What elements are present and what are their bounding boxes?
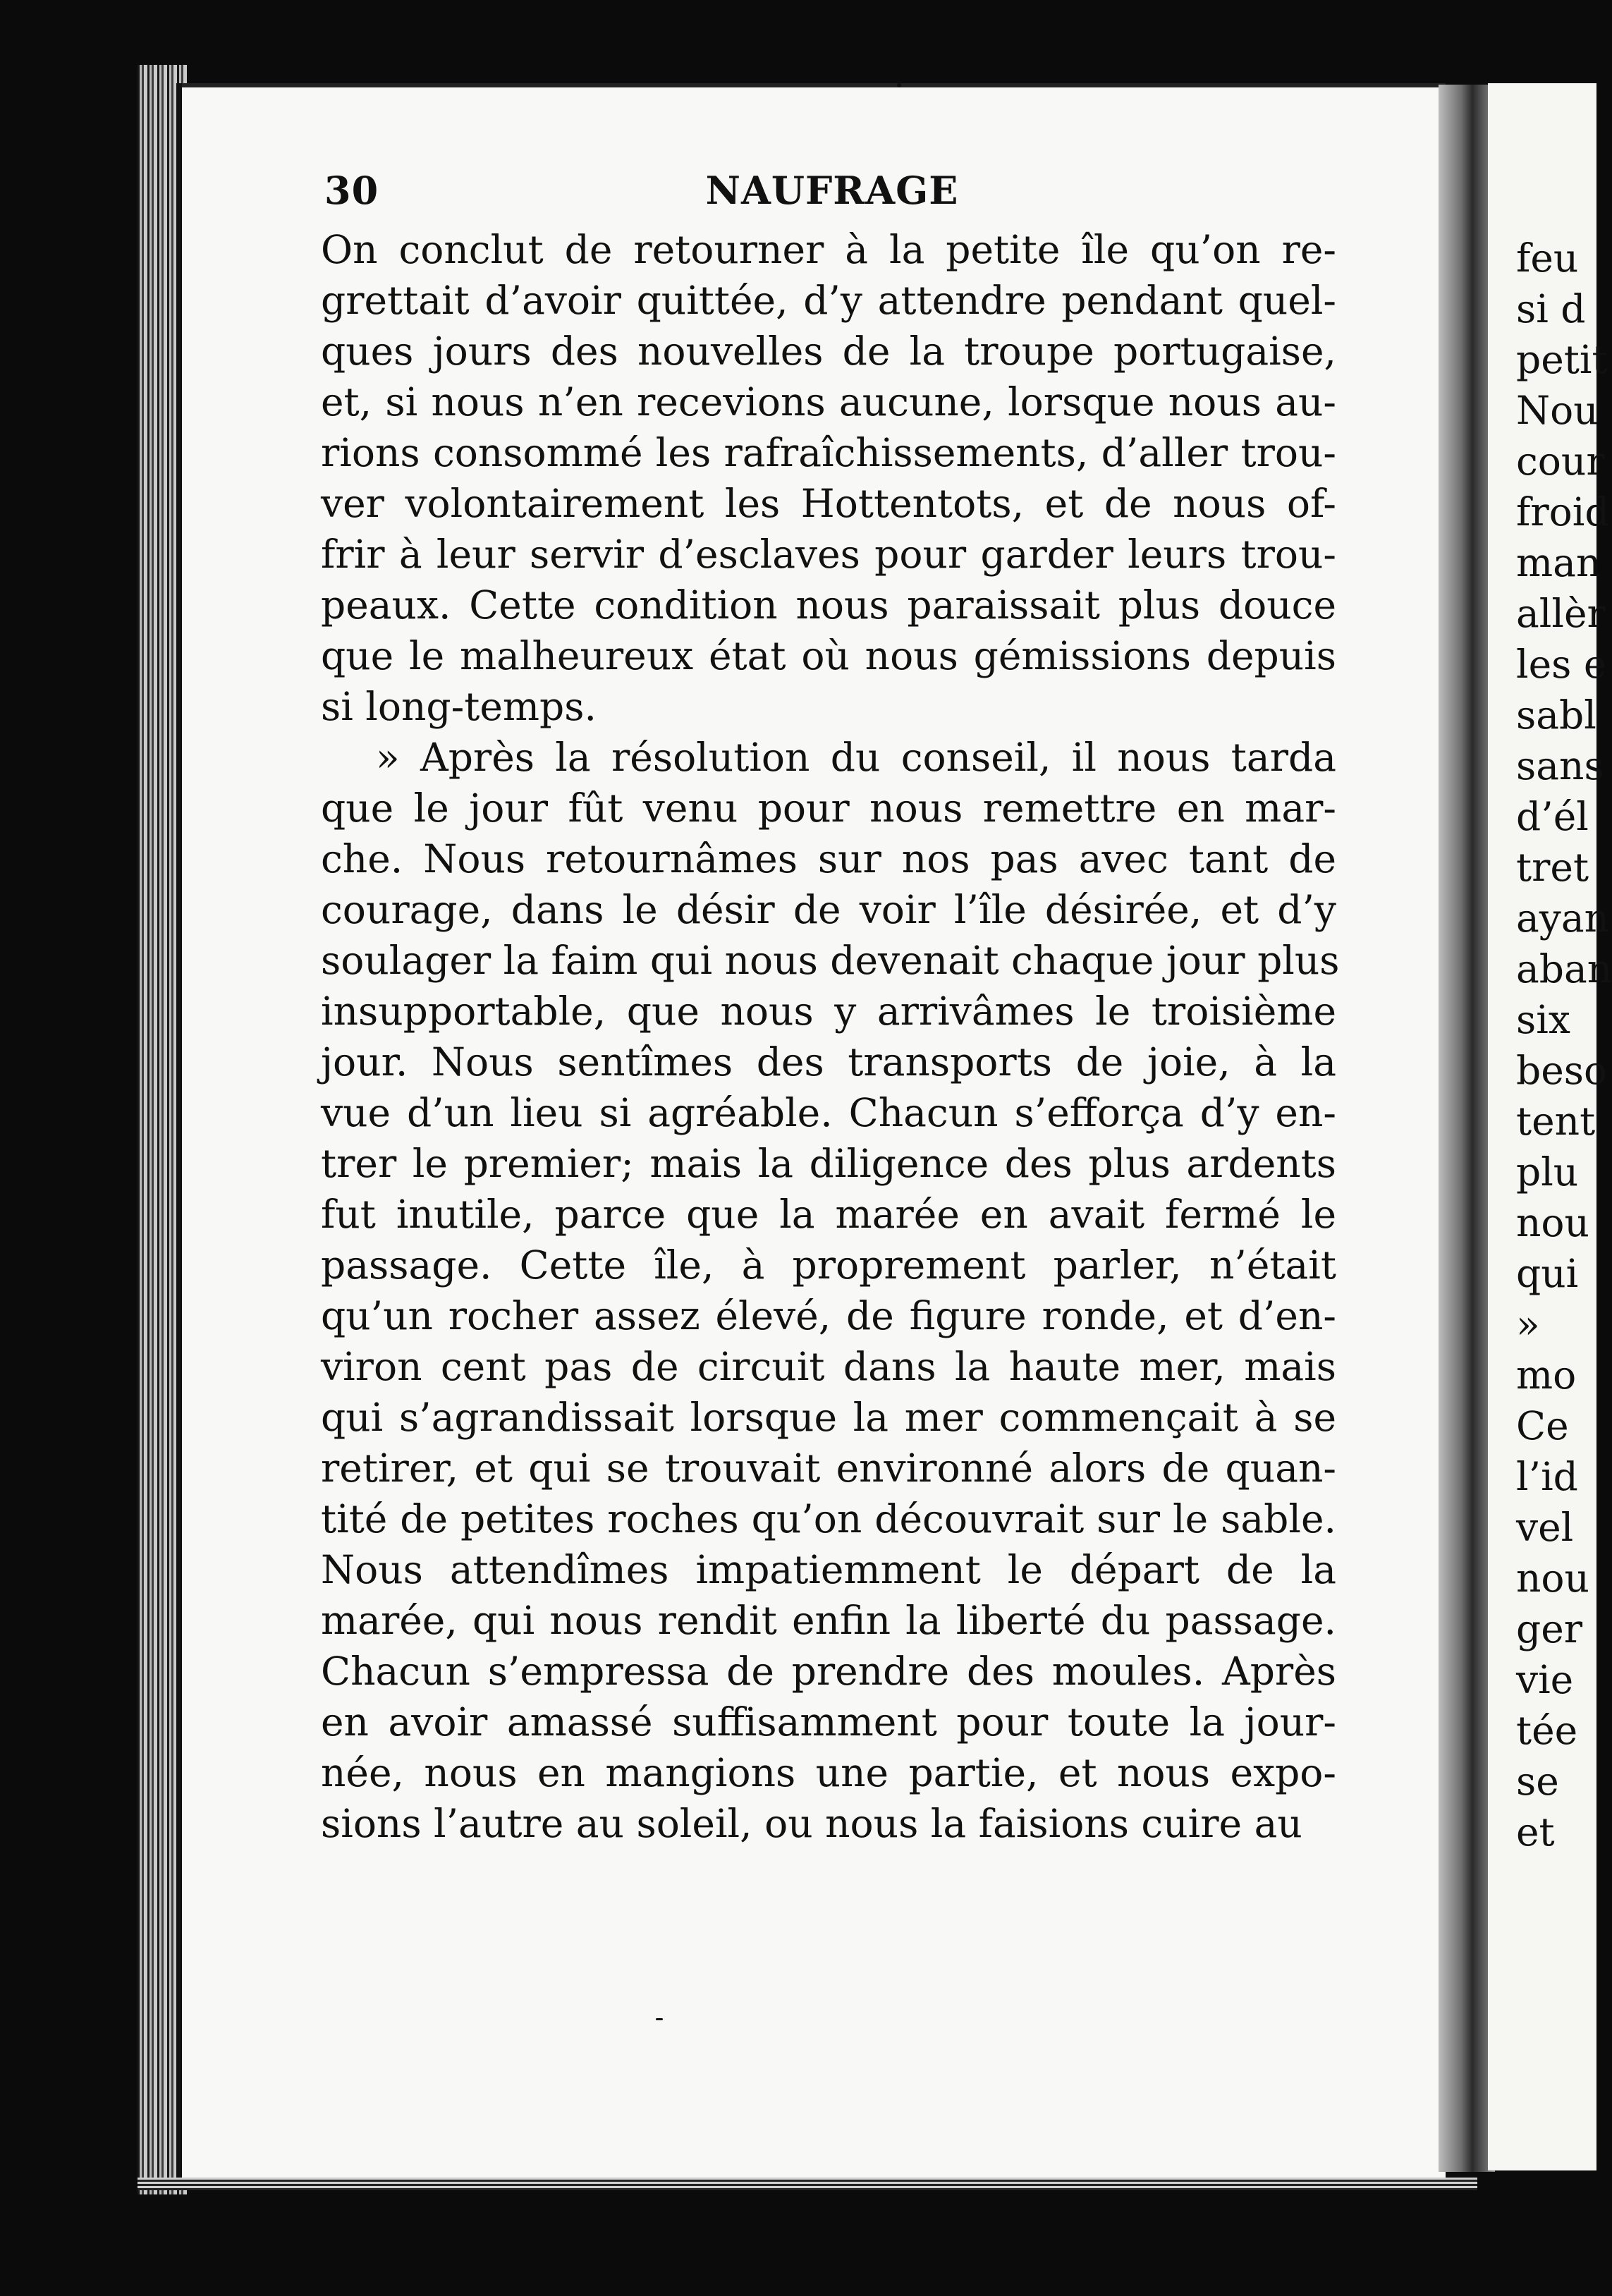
text-line: fut inutile, parce que la marée en avait fermé le	[321, 1192, 1336, 1237]
facing-text-fragment: les e	[1516, 642, 1607, 687]
text-line: en avoir amassé suffisamment pour toute la jour-	[321, 1699, 1336, 1745]
text-line: passage. Cette île, à proprement parler, n’était	[321, 1242, 1336, 1288]
text-line: qu’un rocher assez élevé, de figure ronde, et d’en-	[321, 1293, 1336, 1338]
facing-text-fragment: Ce	[1516, 1403, 1569, 1448]
facing-text-fragment: d’él	[1516, 794, 1589, 839]
running-title: NAUFRAGE	[705, 168, 959, 213]
facing-text-fragment: qui	[1516, 1251, 1579, 1296]
facing-page-text	[1516, 233, 1612, 1857]
book-gutter	[1439, 85, 1495, 2172]
facing-text-fragment: feu	[1516, 236, 1579, 281]
facing-text-fragment: vel	[1516, 1505, 1574, 1550]
text-line: sions l’autre au soleil, ou nous la faisions cuire au	[321, 1801, 1302, 1846]
facing-text-fragment: nou	[1516, 1200, 1589, 1245]
facing-text-fragment: nou	[1516, 1556, 1589, 1601]
text-line: grettait d’avoir quittée, d’y attendre pendant quel-	[321, 278, 1336, 323]
facing-text-fragment: petit	[1516, 337, 1608, 382]
facing-text-fragment: tent	[1516, 1099, 1596, 1144]
text-line: et, si nous n’en recevions aucune, lorsque nous au-	[321, 379, 1336, 425]
ink-speck	[897, 83, 901, 87]
text-line: peaux. Cette condition nous paraissait plus douce	[321, 582, 1336, 628]
text-line: courage, dans le désir de voir l’île désirée, et d’y	[321, 887, 1336, 932]
facing-text-fragment: man	[1516, 540, 1601, 585]
text-line: » Après la résolution du conseil, il nous tarda	[376, 735, 1336, 780]
page-number: 30	[324, 168, 379, 213]
facing-text-fragment: sans	[1516, 743, 1604, 788]
facing-text-fragment: et	[1516, 1809, 1555, 1855]
facing-text-fragment: beso	[1516, 1048, 1608, 1093]
facing-text-fragment: aban	[1516, 946, 1612, 991]
text-line: retirer, et qui se trouvait environné alors de quan-	[321, 1446, 1336, 1491]
text-line: Chacun s’empressa de prendre des moules. Après	[321, 1649, 1336, 1694]
text-line: ques jours des nouvelles de la troupe portugaise,	[321, 329, 1336, 374]
text-line: che. Nous retournâmes sur nos pas avec tant de	[321, 836, 1336, 881]
facing-text-fragment: si d	[1516, 286, 1586, 331]
facing-text-fragment: sabl	[1516, 692, 1596, 738]
bottom-page-edge	[138, 2178, 1477, 2190]
facing-text-fragment: ger	[1516, 1606, 1583, 1651]
text-line: frir à leur servir d’esclaves pour garder leurs trou-	[321, 532, 1336, 577]
text-line: On conclut de retourner à la petite île qu’on re-	[321, 227, 1336, 272]
text-line: que le malheureux état où nous gémissions depuis	[321, 633, 1336, 678]
facing-text-fragment: froid	[1516, 489, 1610, 535]
facing-text-fragment: tret	[1516, 845, 1589, 890]
facing-text-fragment: six	[1516, 997, 1570, 1042]
text-line: Nous attendîmes impatiemment le départ de la	[321, 1547, 1336, 1592]
text-line: si long-temps.	[321, 684, 597, 729]
facing-text-fragment: »	[1516, 1302, 1540, 1347]
text-line: viron cent pas de circuit dans la haute mer, mais	[321, 1344, 1336, 1389]
text-line: trer le premier; mais la diligence des plus ardents	[321, 1141, 1336, 1186]
text-line: tité de petites roches qu’on découvrait sur le sable.	[321, 1496, 1336, 1541]
facing-text-fragment: plu	[1516, 1149, 1579, 1195]
facing-text-fragment: tée	[1516, 1708, 1578, 1753]
text-line: que le jour fût venu pour nous remettre en mar-	[321, 786, 1336, 831]
text-line: vue d’un lieu si agréable. Chacun s’efforça d’y en-	[321, 1090, 1336, 1135]
facing-text-fragment: ayan	[1516, 896, 1610, 941]
facing-text-fragment: allèr	[1516, 591, 1606, 636]
facing-text-fragment: se	[1516, 1759, 1559, 1804]
ink-speck	[656, 2018, 663, 2020]
facing-text-fragment: Nou	[1516, 388, 1599, 433]
text-line: rions consommé les rafraîchissements, d’aller trou-	[321, 430, 1336, 475]
text-line: ver volontairement les Hottentots, et de nous of-	[321, 481, 1336, 526]
text-line: marée, qui nous rendit enfin la liberté du passage.	[321, 1598, 1336, 1643]
text-line: insupportable, que nous y arrivâmes le troisième	[321, 989, 1336, 1034]
facing-text-fragment: vie	[1516, 1657, 1574, 1702]
text-line: soulager la faim qui nous devenait chaque jour plus	[321, 938, 1340, 983]
text-line: née, nous en mangions une partie, et nous expo-	[321, 1750, 1336, 1795]
facing-text-fragment: mo	[1516, 1352, 1577, 1398]
text-line: qui s’agrandissait lorsque la mer commençait à se	[321, 1395, 1336, 1440]
facing-text-fragment: l’id	[1516, 1454, 1578, 1499]
facing-text-fragment: cour	[1516, 439, 1605, 484]
text-line: jour. Nous sentîmes des transports de joie, à la	[321, 1039, 1336, 1085]
running-header	[324, 168, 1340, 217]
body-text	[321, 224, 1340, 1849]
